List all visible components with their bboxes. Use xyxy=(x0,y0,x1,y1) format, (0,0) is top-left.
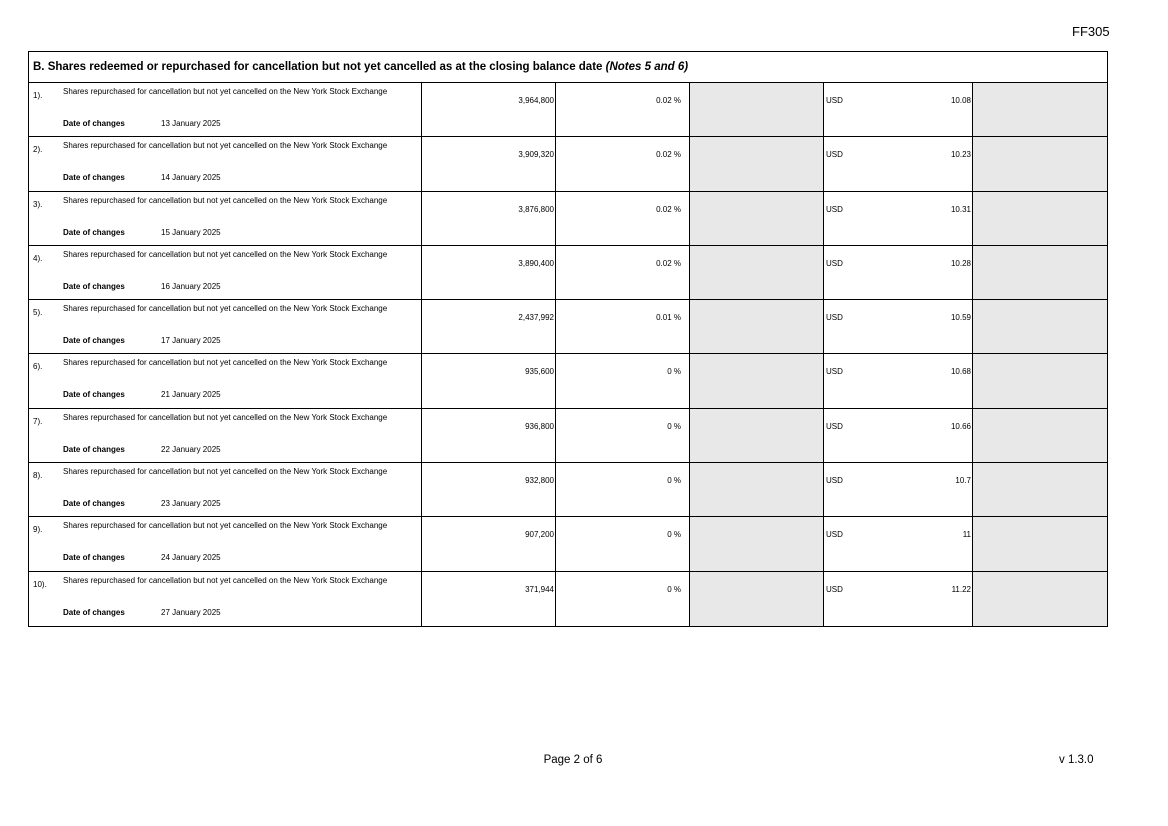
table-row xyxy=(29,409,1107,463)
shares-value: 936,800 xyxy=(525,421,554,431)
section-title-text: B. Shares redeemed or repurchased for cancellation but not yet cancelled as at the closing balance date xyxy=(33,61,603,73)
shares-cell xyxy=(422,572,556,626)
price-value: 10.31 xyxy=(950,204,971,214)
row-description: Shares repurchased for cancellation but not yet cancelled on the New York Stock Exchange xyxy=(63,358,388,368)
shaded-cell xyxy=(690,300,824,353)
percent-cell xyxy=(556,463,690,516)
currency-value: USD xyxy=(826,204,843,214)
description-cell xyxy=(29,463,422,516)
currency-value: USD xyxy=(826,313,843,323)
date-of-changes-label: Date of changes xyxy=(63,336,125,346)
shares-value: 3,964,800 xyxy=(518,96,554,105)
row-description: Shares repurchased for cancellation but not yet cancelled on the New York Stock Exchange xyxy=(63,575,388,585)
shaded-cell xyxy=(973,246,1107,299)
shares-value: 3,909,320 xyxy=(518,150,554,160)
price-cell xyxy=(824,572,973,626)
section-title xyxy=(29,52,1107,83)
shaded-cell xyxy=(690,463,824,516)
percent-value: 0.02 % xyxy=(656,204,681,214)
table-row xyxy=(29,463,1107,517)
percent-cell xyxy=(556,300,690,353)
row-description: Shares repurchased for cancellation but not yet cancelled on the New York Stock Exchange xyxy=(63,467,388,477)
date-of-changes-value: 16 January 2025 xyxy=(161,281,221,291)
page-number: Page 2 of 6 xyxy=(543,754,603,766)
row-number: 1). xyxy=(33,91,43,100)
currency-value: USD xyxy=(826,150,843,160)
percent-cell xyxy=(556,192,690,245)
description-cell xyxy=(29,83,422,136)
table-row xyxy=(29,137,1107,191)
shares-value: 371,944 xyxy=(525,584,554,594)
currency-value: USD xyxy=(826,421,843,431)
table-row xyxy=(29,354,1107,408)
table-row xyxy=(29,192,1107,246)
percent-cell xyxy=(556,409,690,462)
shaded-cell xyxy=(690,192,824,245)
date-of-changes-value: 13 January 2025 xyxy=(161,119,221,128)
description-cell xyxy=(29,300,422,353)
date-of-changes-label: Date of changes xyxy=(63,607,125,617)
description-cell xyxy=(29,517,422,570)
shares-value: 3,890,400 xyxy=(518,258,554,268)
shaded-cell xyxy=(690,354,824,407)
version-label: v 1.3.0 xyxy=(1059,754,1094,766)
description-cell xyxy=(29,192,422,245)
row-number: 9). xyxy=(33,525,43,535)
shaded-cell xyxy=(973,572,1107,626)
date-of-changes-label: Date of changes xyxy=(63,173,125,183)
shaded-cell xyxy=(690,137,824,190)
description-cell xyxy=(29,354,422,407)
row-description: Shares repurchased for cancellation but not yet cancelled on the New York Stock Exchange xyxy=(63,195,388,205)
shares-value: 3,876,800 xyxy=(518,204,554,214)
table-row xyxy=(29,517,1107,571)
shares-cell xyxy=(422,246,556,299)
price-cell xyxy=(824,246,973,299)
percent-value: 0.01 % xyxy=(656,313,681,323)
date-of-changes-value: 24 January 2025 xyxy=(161,553,221,563)
percent-cell xyxy=(556,354,690,407)
row-description: Shares repurchased for cancellation but not yet cancelled on the New York Stock Exchange xyxy=(63,249,388,259)
price-cell xyxy=(824,354,973,407)
shaded-cell xyxy=(690,409,824,462)
percent-value: 0 % xyxy=(667,584,681,594)
price-cell xyxy=(824,192,973,245)
date-of-changes-value: 21 January 2025 xyxy=(161,390,221,400)
percent-cell xyxy=(556,137,690,190)
row-number: 3). xyxy=(33,199,43,209)
shaded-cell xyxy=(973,517,1107,570)
row-number: 6). xyxy=(33,362,43,372)
table-row xyxy=(29,246,1107,300)
description-cell xyxy=(29,572,422,626)
percent-cell xyxy=(556,83,690,136)
shaded-cell xyxy=(690,572,824,626)
section-title-notes: (Notes 5 and 6) xyxy=(605,61,689,73)
shares-value: 2,437,992 xyxy=(518,313,554,323)
row-number: 7). xyxy=(33,416,43,426)
date-of-changes-value: 22 January 2025 xyxy=(161,444,221,454)
price-value: 10.7 xyxy=(955,476,971,486)
currency-value: USD xyxy=(826,258,843,268)
price-cell xyxy=(824,409,973,462)
shares-value: 907,200 xyxy=(525,530,554,540)
row-description: Shares repurchased for cancellation but not yet cancelled on the New York Stock Exchange xyxy=(63,87,388,96)
date-of-changes-label: Date of changes xyxy=(63,499,125,509)
percent-cell xyxy=(556,517,690,570)
row-number: 2). xyxy=(33,145,43,155)
price-cell xyxy=(824,300,973,353)
shares-cell xyxy=(422,409,556,462)
percent-cell xyxy=(556,246,690,299)
percent-value: 0.02 % xyxy=(656,150,681,160)
shaded-cell xyxy=(973,192,1107,245)
shares-cell xyxy=(422,300,556,353)
table-row xyxy=(29,83,1107,137)
percent-value: 0 % xyxy=(667,476,681,486)
description-cell xyxy=(29,137,422,190)
shaded-cell xyxy=(973,409,1107,462)
currency-value: USD xyxy=(826,530,843,540)
percent-value: 0.02 % xyxy=(656,96,681,105)
description-cell xyxy=(29,246,422,299)
date-of-changes-label: Date of changes xyxy=(63,119,125,128)
shaded-cell xyxy=(973,83,1107,136)
row-number: 4). xyxy=(33,253,43,263)
shares-repurchased-section xyxy=(28,51,1108,627)
currency-value: USD xyxy=(826,476,843,486)
table-row xyxy=(29,300,1107,354)
description-cell xyxy=(29,409,422,462)
percent-value: 0 % xyxy=(667,530,681,540)
shares-cell xyxy=(422,463,556,516)
date-of-changes-value: 14 January 2025 xyxy=(161,173,221,183)
price-cell xyxy=(824,463,973,516)
row-number: 5). xyxy=(33,308,43,318)
form-code: FF305 xyxy=(1072,24,1110,39)
shares-cell xyxy=(422,517,556,570)
shares-cell xyxy=(422,192,556,245)
shares-value: 932,800 xyxy=(525,476,554,486)
price-cell xyxy=(824,137,973,190)
percent-cell xyxy=(556,572,690,626)
date-of-changes-value: 23 January 2025 xyxy=(161,499,221,509)
shaded-cell xyxy=(690,83,824,136)
date-of-changes-label: Date of changes xyxy=(63,281,125,291)
date-of-changes-value: 15 January 2025 xyxy=(161,227,221,237)
row-description: Shares repurchased for cancellation but not yet cancelled on the New York Stock Exchange xyxy=(63,304,388,314)
date-of-changes-label: Date of changes xyxy=(63,444,125,454)
shares-cell xyxy=(422,354,556,407)
price-value: 11.22 xyxy=(951,584,971,594)
price-value: 10.66 xyxy=(950,421,971,431)
price-value: 10.59 xyxy=(950,313,971,323)
shares-cell xyxy=(422,137,556,190)
price-cell xyxy=(824,83,973,136)
date-of-changes-label: Date of changes xyxy=(63,553,125,563)
shaded-cell xyxy=(973,137,1107,190)
shaded-cell xyxy=(690,517,824,570)
price-value: 10.68 xyxy=(950,367,971,377)
shaded-cell xyxy=(973,463,1107,516)
price-cell xyxy=(824,517,973,570)
date-of-changes-label: Date of changes xyxy=(63,227,125,237)
shaded-cell xyxy=(973,300,1107,353)
percent-value: 0.02 % xyxy=(656,258,681,268)
shaded-cell xyxy=(973,354,1107,407)
date-of-changes-value: 17 January 2025 xyxy=(161,336,221,346)
currency-value: USD xyxy=(826,584,843,594)
currency-value: USD xyxy=(826,367,843,377)
shares-cell xyxy=(422,83,556,136)
row-number: 8). xyxy=(33,471,43,481)
row-description: Shares repurchased for cancellation but not yet cancelled on the New York Stock Exchange xyxy=(63,412,388,422)
price-value: 10.28 xyxy=(950,258,971,268)
shares-value: 935,600 xyxy=(525,367,554,377)
row-description: Shares repurchased for cancellation but not yet cancelled on the New York Stock Exchange xyxy=(63,141,388,151)
repurchase-rows xyxy=(29,83,1107,626)
currency-value: USD xyxy=(826,96,843,105)
row-description: Shares repurchased for cancellation but not yet cancelled on the New York Stock Exchange xyxy=(63,521,388,531)
table-row xyxy=(29,572,1107,626)
price-value: 10.23 xyxy=(950,150,971,160)
price-value: 11 xyxy=(962,530,971,540)
row-number: 10). xyxy=(33,579,47,589)
percent-value: 0 % xyxy=(667,367,681,377)
percent-value: 0 % xyxy=(667,421,681,431)
shaded-cell xyxy=(690,246,824,299)
date-of-changes-value: 27 January 2025 xyxy=(161,607,221,617)
price-value: 10.08 xyxy=(950,96,971,105)
date-of-changes-label: Date of changes xyxy=(63,390,125,400)
